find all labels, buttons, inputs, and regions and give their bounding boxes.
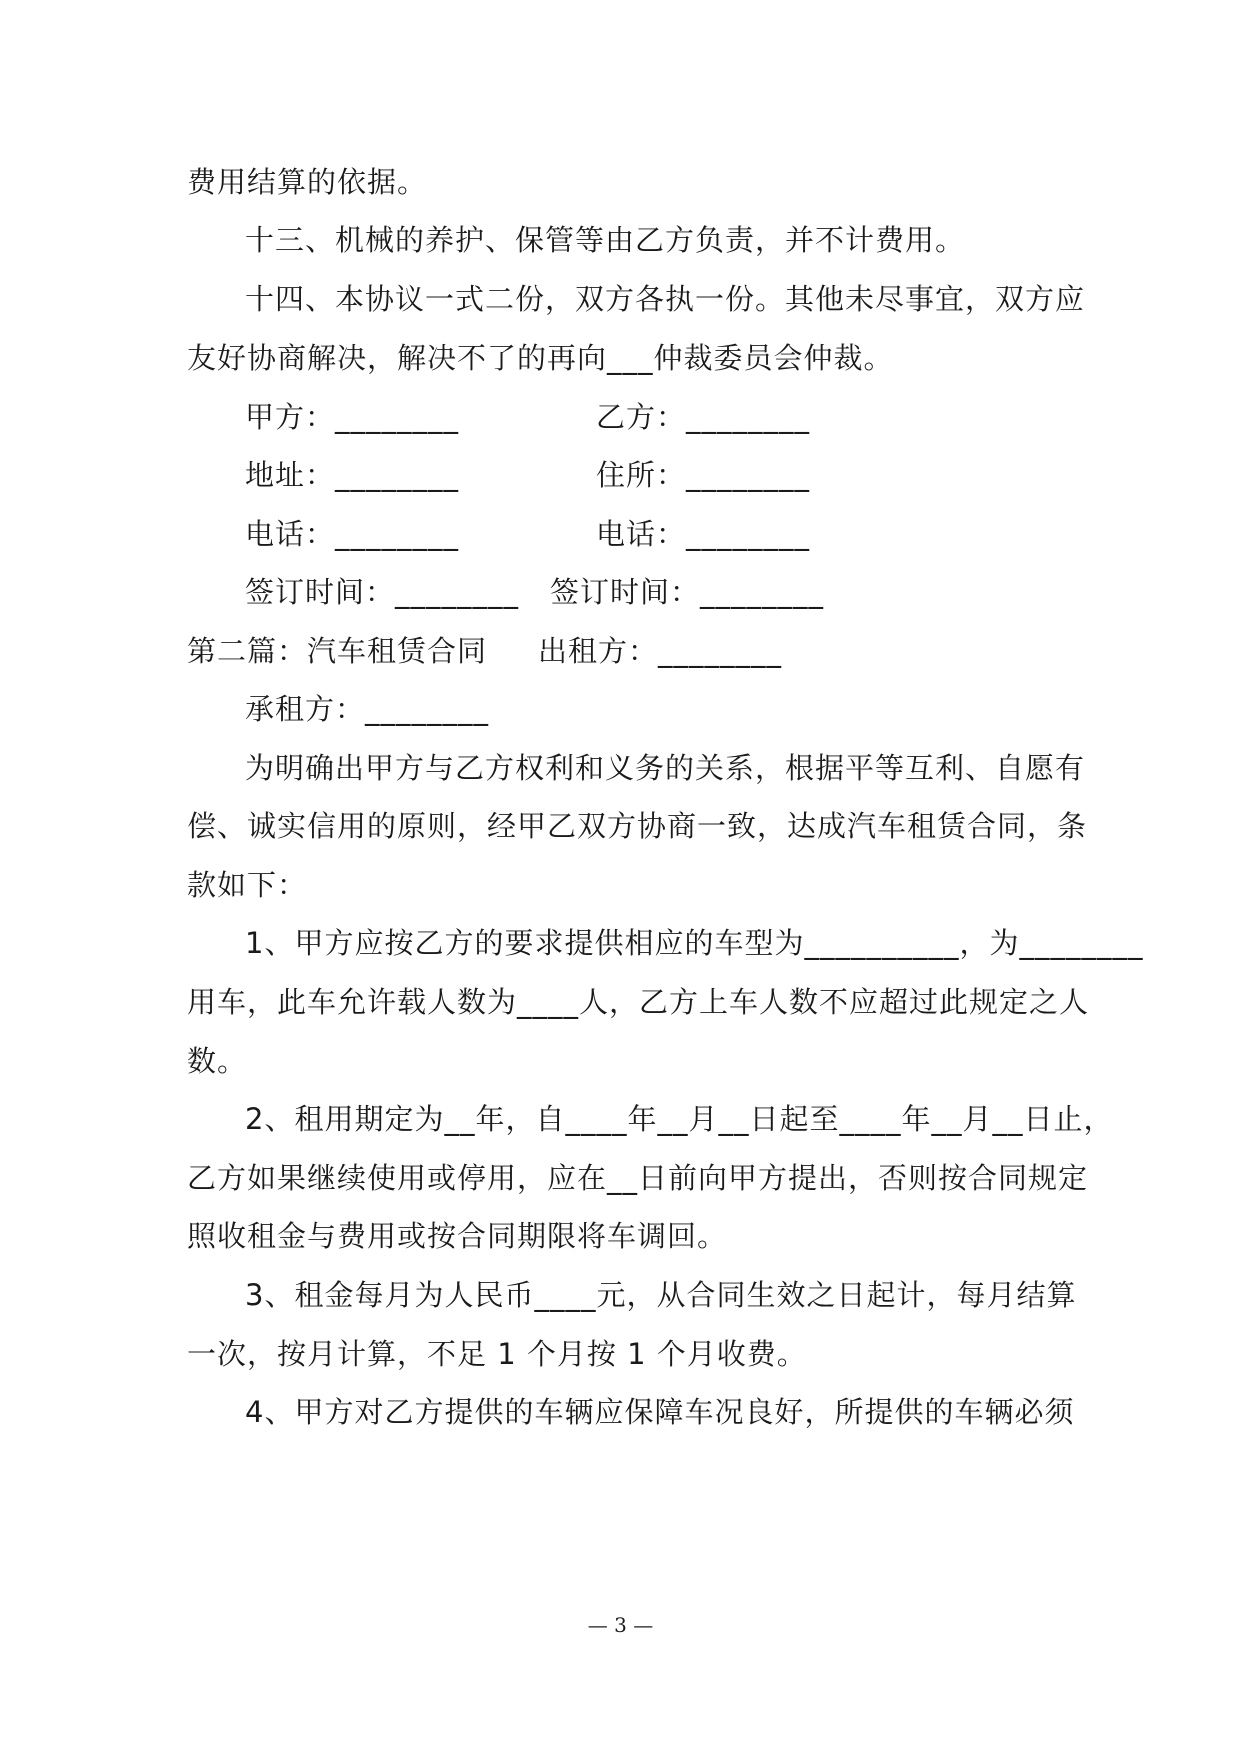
paragraph-line: 为明确出甲方与乙方权利和义务的关系，根据平等互利、自愿有 [245,751,1086,785]
paragraph-line: 友好协商解决，解决不了的再向___仲裁委员会仲裁。 [187,341,894,375]
page-number: — 3 — [587,1613,654,1637]
clause-line: 乙方如果继续使用或停用，应在__日前向甲方提出，否则按合同规定 [187,1161,1089,1195]
clause-line: 照收租金与费用或按合同期限将车调回。 [187,1219,728,1253]
clause-line: 一次，按月计算，不足 1 个月按 1 个月收费。 [187,1337,807,1371]
residence-field: 住所：________ [596,458,811,492]
sign-date-a-field: 签订时间：________ [245,575,520,609]
party-a-field: 甲方：________ [245,400,460,434]
clause-line: 数。 [187,1044,248,1078]
sign-date-b-field: 签订时间：________ [550,575,825,609]
clause-line: 2、租用期定为__年，自____年__月__日起至____年__月__日止， [245,1102,1114,1136]
address-field: 地址：________ [245,458,460,492]
phone-b-field: 电话：________ [596,517,811,551]
paragraph-line: 偿、诚实信用的原则，经甲乙双方协商一致，达成汽车租赁合同，条 [187,809,1088,843]
clause-line: 3、租金每月为人民币____元，从合同生效之日起计，每月结算 [245,1278,1077,1312]
part-two-heading: 第二篇：汽车租赁合同 [187,634,488,668]
clause-line: 用车，此车允许载人数为____人，乙方上车人数不应超过此规定之人 [187,985,1090,1019]
paragraph-line: 费用结算的依据。 [187,165,428,199]
paragraph-line: 十三、机械的养护、保管等由乙方负责，并不计费用。 [245,223,966,257]
clause-line: 1、甲方应按乙方的要求提供相应的车型为__________，为________ [245,926,1144,960]
clause-line: 4、甲方对乙方提供的车辆应保障车况良好，所提供的车辆必须 [245,1395,1075,1429]
lessor-field: 出租方：________ [538,634,783,668]
lessee-field: 承租方：________ [245,692,490,726]
party-b-field: 乙方：________ [596,400,811,434]
paragraph-line: 十四、本协议一式二份，双方各执一份。其他未尽事宜，双方应 [245,282,1086,316]
phone-a-field: 电话：________ [245,517,460,551]
paragraph-line: 款如下： [187,868,308,902]
